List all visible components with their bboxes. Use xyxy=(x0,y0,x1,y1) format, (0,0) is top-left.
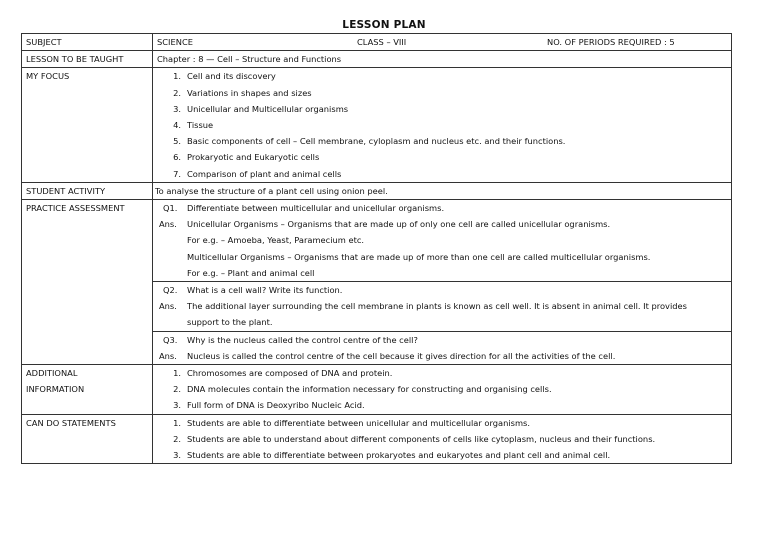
answer-text: Nucleus is called the control centre of the cell because it gives direction for all the activities of the cell. xyxy=(187,350,616,361)
additional-row xyxy=(22,365,732,415)
activity-row xyxy=(22,182,732,199)
activity-value: To analyse the structure of a plant cell using onion peel. xyxy=(153,182,732,199)
list-item: 3. Students are able to differentiate between prokaryotes and eukaryotes and plant cell and animal cell. xyxy=(173,450,611,461)
list-item: 2. Variations in shapes and sizes xyxy=(173,87,312,98)
list-item: 3. Full form of DNA is Deoxyribo Nucleic Acid. xyxy=(173,400,365,411)
answer-text: For e.g. – Amoeba, Yeast, Paramecium etc. xyxy=(187,235,365,246)
answer-text: For e.g. – Plant and animal cell xyxy=(187,267,315,278)
additional-list xyxy=(153,365,732,415)
list-item: 1. Students are able to differentiate between unicellular and multicellular organisms. xyxy=(173,417,531,428)
list-item: 1. Chromosomes are composed of DNA and protein. xyxy=(173,368,393,379)
question-text: Differentiate between multicellular and unicellular organisms. xyxy=(187,203,445,214)
question-block-1 xyxy=(153,200,731,281)
lesson-value: Chapter : 8 — Cell – Structure and Functions xyxy=(153,51,732,68)
list-item: 6. Prokaryotic and Eukaryotic cells xyxy=(173,152,320,163)
question-text: Why is the nucleus called the control centre of the cell? xyxy=(187,334,418,345)
list-item: 7. Comparison of plant and animal cells xyxy=(173,168,342,179)
list-item: 5. Basic components of cell – Cell membrane, cyloplasm and nucleus etc. and their functions. xyxy=(173,136,566,147)
list-item: 2. DNA molecules contain the information necessary for constructing and organising cells. xyxy=(173,384,552,395)
list-item: 4. Tissue xyxy=(173,120,214,131)
subject-label: SUBJECT xyxy=(22,34,153,51)
subject-cell xyxy=(153,34,732,51)
list-item: 3. Unicellular and Multicellular organisms xyxy=(173,103,349,114)
subject-row xyxy=(22,34,732,51)
answer-text: Unicellular Organisms – Organisms that are made up of only one cell are called unicellular ogranisms. xyxy=(187,219,611,230)
question-block-2 xyxy=(153,281,731,331)
focus-list xyxy=(153,68,732,182)
lesson-row xyxy=(22,51,732,68)
question-number: Q2. xyxy=(163,285,178,296)
practice-label: PRACTICE ASSESSMENT xyxy=(22,200,153,365)
practice-cell xyxy=(153,200,732,365)
page-title: LESSON PLAN xyxy=(342,19,426,31)
answer-label: Ans. xyxy=(159,301,177,312)
practice-row xyxy=(22,200,732,365)
focus-label: MY FOCUS xyxy=(22,68,153,182)
periods-value: NO. OF PERIODS REQUIRED : 5 xyxy=(547,37,675,47)
can-do-row xyxy=(22,414,732,464)
lesson-label: LESSON TO BE TAUGHT xyxy=(22,51,153,68)
subject-value: SCIENCE xyxy=(157,37,193,47)
question-number: Q1. xyxy=(163,203,178,214)
list-item: 2. Students are able to understand about different components of cells like cytoplasm, nucleus and their functions. xyxy=(173,433,656,444)
list-item: 1. Cell and its discovery xyxy=(173,71,276,82)
lesson-plan-table xyxy=(21,33,732,464)
focus-row xyxy=(22,68,732,182)
answer-label: Ans. xyxy=(159,350,177,361)
question-block-3 xyxy=(153,331,731,364)
answer-text: The additional layer surrounding the cell membrane in plants is known as cell well. It is absent in animal cell. It provides xyxy=(187,301,687,312)
question-number: Q3. xyxy=(163,334,178,345)
question-text: What is a cell wall? Write its function. xyxy=(187,285,343,296)
class-value: CLASS – VIII xyxy=(357,37,407,47)
answer-text: support to the plant. xyxy=(187,317,273,328)
answer-text: Multicellular Organisms – Organisms that are made up of more than one cell are called multicellular organisms. xyxy=(187,251,651,262)
additional-label: ADDITIONAL INFORMATION xyxy=(22,365,153,415)
can-do-label: CAN DO STATEMENTS xyxy=(22,414,153,464)
activity-label: STUDENT ACTIVITY xyxy=(22,182,153,199)
can-do-list xyxy=(153,414,732,464)
answer-label: Ans. xyxy=(159,219,177,230)
